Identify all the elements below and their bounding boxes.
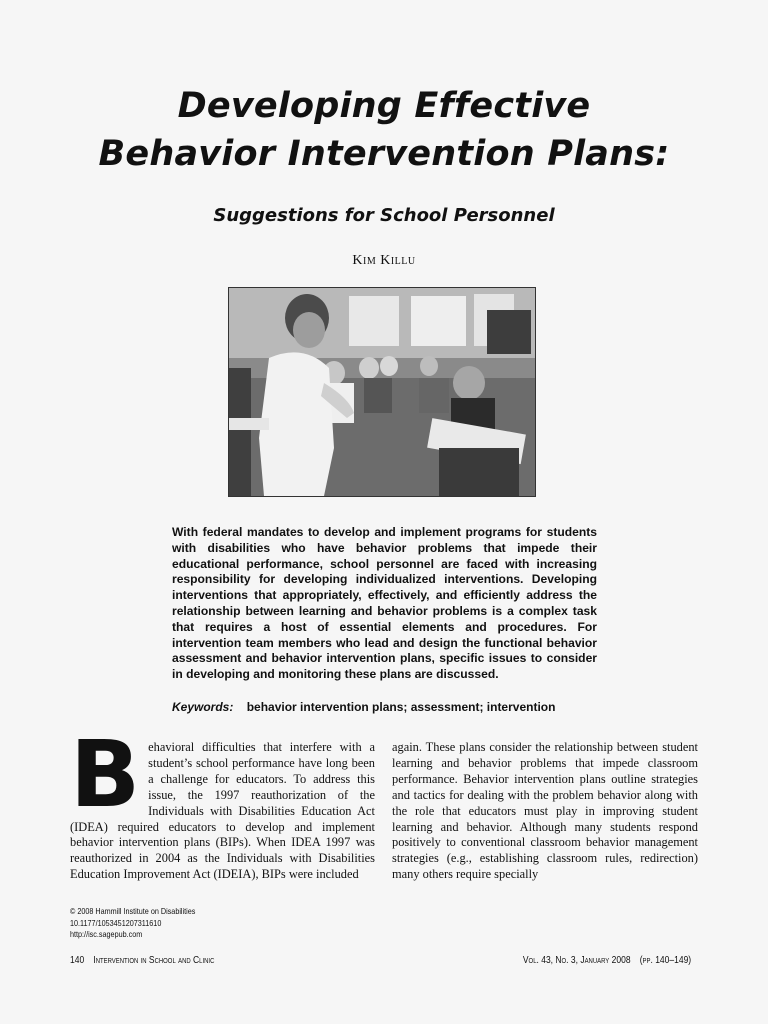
journal-url: http://isc.sagepub.com — [70, 929, 143, 939]
drop-cap: B — [70, 721, 141, 828]
page-number: 140 — [70, 955, 85, 966]
keywords-label: Keywords: — [172, 700, 234, 714]
body-text-left: ehavioral difficulties that interfere with a student’s school performance have long been a challenge for educators. To address this issue, the 1997 reauthorization of the Individuals with Disabilities Education Act (IDEA) required educators to develop and implement behavior intervention plans (BIPs). When IDEA 1997 was reauthorized in 2004 as the Individuals with Disabilities Education Improvement Act (IDEIA), BIPs were included — [70, 740, 375, 882]
keywords-text: behavior intervention plans; assessment; intervention — [246, 700, 556, 714]
running-footer-left — [70, 955, 221, 966]
volume-info: Vol. 43, No. 3, January 2008 — [522, 955, 631, 966]
body-column-left — [70, 721, 375, 883]
article-subtitle: Suggestions for School Personnel — [213, 205, 555, 226]
title-line-1: Developing Effective — [177, 86, 591, 126]
author-name: Kim Killu — [352, 253, 416, 268]
abstract: With federal mandates to develop and implement programs for students with disabilities who have behavior problems that impede their educational performance, school personnel are faced with increasing responsibility for developing individualized interventions. Developing interventions that appropriately, effectively, and efficiently address the relationship between learning and behavior problems is a complex task that requires a host of essential elements and procedures. For intervention team members who lead and design the functional behavior assessment and behavior intervention plans, specific issues to consider in developing and monitoring these plans are discussed. — [172, 525, 597, 682]
doi: 10.1177/1053451207311610 — [70, 917, 162, 928]
classroom-photo-illustration — [229, 288, 535, 496]
footer-notes — [70, 906, 195, 941]
body-column-right: again. These plans consider the relationship between student learning and behavior problems that impede classroom performance. Behavior intervention plans outline strategies and tactics for dealing with the problem behavior along with the role that educators must play in improving student learning and behavior. Although many students respond positively to conventional classroom behavior management strategies (e.g., establishing classroom rules, redirection) many others require specially — [392, 740, 698, 882]
classroom-photo — [229, 288, 535, 496]
running-footer-right — [523, 955, 698, 966]
page-range: (pp. 140–149) — [639, 955, 692, 966]
article-title — [0, 82, 768, 178]
copyright-notice: © 2008 Hammill Institute on Disabilities — [70, 906, 196, 916]
journal-name: Intervention in School and Clinic — [93, 955, 215, 966]
title-line-2: Behavior Intervention Plans: — [98, 134, 670, 174]
keywords — [172, 700, 612, 714]
